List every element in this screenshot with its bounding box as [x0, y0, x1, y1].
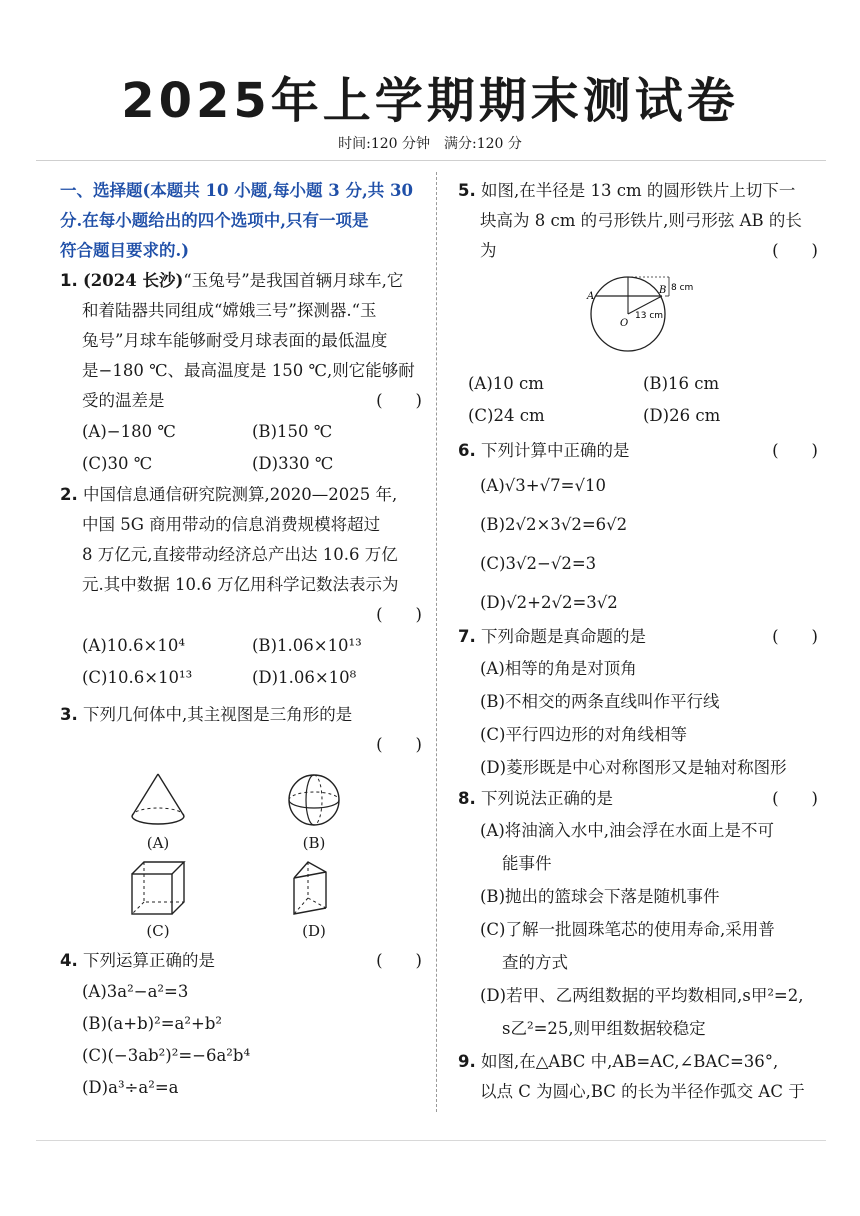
label-b: B: [659, 285, 667, 296]
question-9: [458, 1047, 818, 1107]
question-text: “玉兔号”是我国首辆月球车,它: [183, 271, 404, 290]
question-8: [458, 784, 818, 1045]
question-3: [60, 700, 422, 940]
answer-blank[interactable]: ( ): [376, 605, 422, 624]
option-c[interactable]: (C)了解一批圆珠笔芯的使用寿命,采用普: [480, 920, 775, 939]
option-a[interactable]: (A)10.6×10⁴: [82, 636, 185, 655]
question-4: [60, 946, 422, 1104]
question-text: 元.其中数据 10.6 万亿用科学记数法表示为: [82, 575, 399, 594]
section-heading-line-3: 符合题目要求的.): [60, 241, 190, 260]
option-c[interactable]: (C)(−3ab²)²=−6a²b⁴: [82, 1046, 251, 1065]
option-c[interactable]: (C)3√2−√2=3: [480, 554, 597, 573]
question-number: 3.: [60, 705, 78, 724]
exam-title: 2025年上学期期末测试卷: [121, 73, 739, 129]
circle-segment-figure: [458, 266, 818, 368]
option-c[interactable]: (C)10.6×10¹³: [82, 668, 193, 687]
option-d[interactable]: (D)若甲、乙两组数据的平均数相同,s甲²=2,: [480, 986, 804, 1005]
option-a[interactable]: (A)−180 ℃: [82, 422, 176, 441]
figure-b-sphere[interactable]: [282, 770, 346, 852]
answer-blank[interactable]: ( ): [376, 735, 422, 754]
question-text: 如图,在半径是 13 cm 的圆形铁片上切下一: [481, 181, 796, 200]
figure-label: (C): [146, 922, 170, 940]
question-number: 8.: [458, 789, 476, 808]
exam-subtitle: 时间:120 分钟 满分:120 分: [338, 136, 522, 152]
option-b[interactable]: (B)16 cm: [643, 374, 720, 393]
figure-c-cube[interactable]: [126, 858, 190, 940]
question-text: 下列计算中正确的是: [481, 441, 630, 460]
footer-rule: [36, 1140, 826, 1141]
section-heading-line-2: 分.在每小题给出的四个选项中,只有一项是: [60, 211, 369, 230]
triangular-prism-icon: [282, 858, 346, 920]
question-text: 8 万亿元,直接带动经济总产出达 10.6 万亿: [82, 545, 398, 564]
sphere-icon: [282, 770, 346, 832]
option-b[interactable]: (B)不相交的两条直线叫作平行线: [480, 692, 720, 711]
question-text: 是−180 ℃、最高温度是 150 ℃,则它能够耐: [82, 361, 415, 380]
question-number: 4.: [60, 951, 78, 970]
option-b[interactable]: (B)(a+b)²=a²+b²: [82, 1014, 222, 1033]
option-d[interactable]: (D)330 ℃: [252, 454, 334, 473]
option-c[interactable]: (C)24 cm: [468, 406, 545, 425]
question-number: 6.: [458, 441, 476, 460]
answer-blank[interactable]: ( ): [772, 241, 818, 260]
option-d[interactable]: (D)√2+2√2=3√2: [480, 593, 618, 612]
option-a[interactable]: (A)10 cm: [468, 374, 544, 393]
question-text: 下列几何体中,其主视图是三角形的是: [83, 705, 353, 724]
question-text: 块高为 8 cm 的弓形铁片,则弓形弦 AB 的长: [480, 211, 802, 230]
question-text: 下列运算正确的是: [83, 951, 215, 970]
answer-blank[interactable]: ( ): [772, 627, 818, 646]
question-source: (2024 长沙): [83, 271, 184, 290]
option-a[interactable]: (A)相等的角是对顶角: [480, 659, 637, 678]
figure-a-cone[interactable]: [126, 770, 190, 852]
option-a[interactable]: (A)将油滴入水中,油会浮在水面上是不可: [480, 821, 775, 840]
header-rule: [36, 160, 826, 161]
option-d[interactable]: (D)26 cm: [643, 406, 721, 425]
question-text: 下列说法正确的是: [481, 789, 613, 808]
option-d-continued: s乙²=25,则甲组数据较稳定: [502, 1019, 706, 1038]
question-text: 受的温差是: [82, 391, 165, 410]
question-text: 下列命题是真命题的是: [481, 627, 646, 646]
option-d[interactable]: (D)1.06×10⁸: [252, 668, 357, 687]
cube-icon: [126, 858, 190, 920]
label-o: O: [620, 318, 629, 329]
column-divider: [436, 172, 437, 1112]
option-b[interactable]: (B)150 ℃: [252, 422, 333, 441]
question-2: [60, 480, 422, 694]
answer-blank[interactable]: ( ): [376, 951, 422, 970]
circle-chord-diagram: [573, 274, 703, 358]
question-5: [458, 176, 818, 432]
label-8cm: 8 cm: [671, 283, 694, 293]
option-a-continued: 能事件: [502, 854, 552, 873]
option-a[interactable]: (A)√3+√7=√10: [480, 476, 606, 495]
question-number: 1.: [60, 271, 78, 290]
option-a[interactable]: (A)3a²−a²=3: [82, 982, 189, 1001]
question-text: 中国信息通信研究院测算,2020—2025 年,: [83, 485, 398, 504]
question-number: 9.: [458, 1052, 476, 1071]
question-1: [60, 266, 422, 480]
cone-icon: [126, 770, 190, 832]
question-text: 以点 C 为圆心,BC 的长为半径作弧交 AC 于: [480, 1082, 805, 1101]
option-b[interactable]: (B)1.06×10¹³: [252, 636, 362, 655]
question-text: 和着陆器共同组成“嫦娥三号”探测器.“玉: [82, 301, 377, 320]
right-column: [458, 176, 818, 1107]
left-column: [60, 176, 422, 1104]
question-text: 中国 5G 商用带动的信息消费规模将超过: [82, 515, 381, 534]
question-number: 5.: [458, 181, 476, 200]
section-heading-line-1: 一、选择题(本题共 10 小题,每小题 3 分,共 30: [60, 181, 413, 200]
label-a: A: [587, 291, 595, 302]
question-number: 2.: [60, 485, 78, 504]
option-d[interactable]: (D)a³÷a²=a: [82, 1078, 179, 1097]
figure-label: (D): [302, 922, 326, 940]
option-b[interactable]: (B)抛出的篮球会下落是随机事件: [480, 887, 720, 906]
figure-d-prism[interactable]: [282, 858, 346, 940]
answer-blank[interactable]: ( ): [772, 789, 818, 808]
question-6: [458, 436, 818, 622]
option-b[interactable]: (B)2√2×3√2=6√2: [480, 515, 628, 534]
question-text: 如图,在△ABC 中,AB=AC,∠BAC=36°,: [481, 1052, 779, 1071]
option-c[interactable]: (C)平行四边形的对角线相等: [480, 725, 687, 744]
figure-label: (A): [146, 834, 170, 852]
question-text: 为: [480, 241, 497, 260]
option-c[interactable]: (C)30 ℃: [82, 454, 153, 473]
answer-blank[interactable]: ( ): [772, 441, 818, 460]
option-d[interactable]: (D)菱形既是中心对称图形又是轴对称图形: [480, 758, 787, 777]
figure-label: (B): [302, 834, 326, 852]
option-c-continued: 查的方式: [502, 953, 568, 972]
question-text: 兔号”月球车能够耐受月球表面的最低温度: [82, 331, 388, 350]
answer-blank[interactable]: ( ): [376, 391, 422, 410]
question-7: [458, 622, 818, 784]
label-13cm: 13 cm: [635, 311, 664, 321]
question-number: 7.: [458, 627, 476, 646]
